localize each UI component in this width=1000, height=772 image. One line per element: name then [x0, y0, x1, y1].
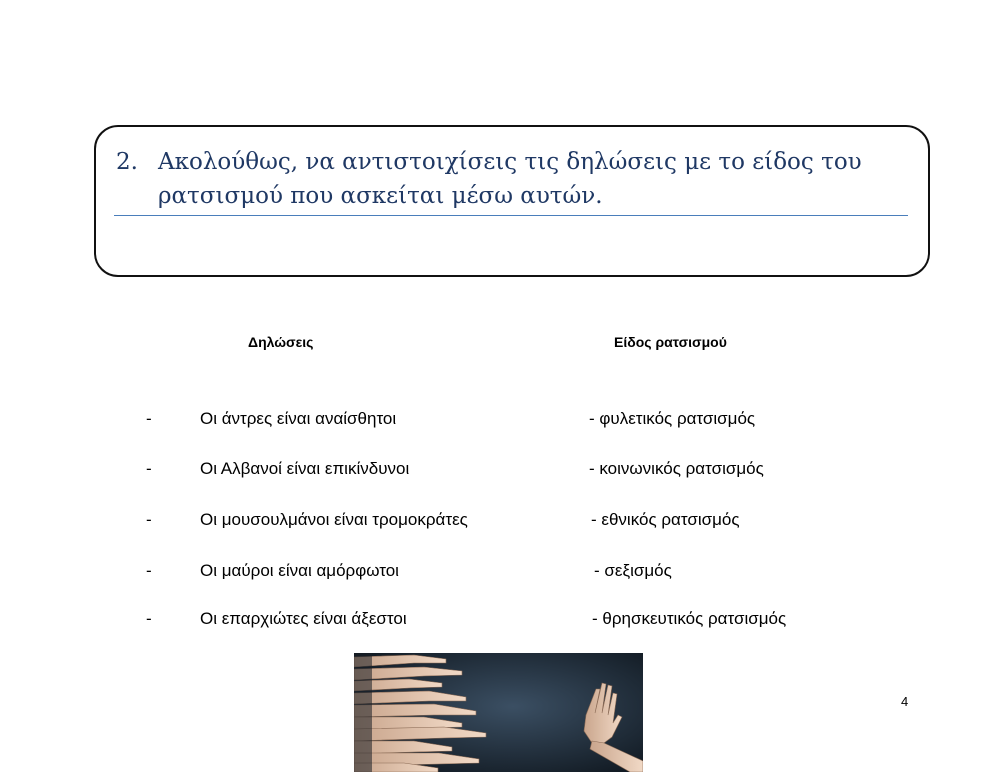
- statement-dash: -: [146, 510, 152, 529]
- question-text-line-2: ρατσισμού που ασκείται μέσω αυτών.: [158, 183, 603, 209]
- types-column-header: Είδος ρατσισμού: [614, 334, 727, 350]
- racism-type-item: - θρησκευτικός ρατσισμός: [592, 609, 787, 628]
- statement-item: Οι επαρχιώτες είναι άξεστοι: [200, 609, 407, 628]
- racism-type-item: - εθνικός ρατσισμός: [591, 510, 740, 529]
- statement-dash: -: [146, 459, 152, 478]
- racism-type-item: - κοινωνικός ρατσισμός: [589, 459, 764, 478]
- statement-dash: -: [146, 609, 152, 628]
- pointing-hands-photo: [354, 653, 643, 772]
- racism-type-item: - σεξισμός: [594, 561, 672, 580]
- question-underline: [114, 215, 908, 216]
- statement-dash: -: [146, 409, 152, 428]
- statement-item: Οι μαύροι είναι αμόρφωτοι: [200, 561, 399, 580]
- question-text-line-1: Ακολούθως, να αντιστοιχίσεις τις δηλώσεις με το είδος του: [158, 149, 862, 175]
- page-number: 4: [901, 694, 909, 709]
- statement-dash: -: [146, 561, 152, 580]
- statement-item: Οι άντρες είναι αναίσθητοι: [200, 409, 397, 428]
- statement-item: Οι Αλβανοί είναι επικίνδυνοι: [200, 459, 410, 478]
- statements-column-header: Δηλώσεις: [248, 334, 314, 350]
- statement-item: Οι μουσουλμάνοι είναι τρομοκράτες: [200, 510, 468, 529]
- question-number: 2.: [116, 149, 138, 175]
- racism-type-item: - φυλετικός ρατσισμός: [589, 409, 756, 428]
